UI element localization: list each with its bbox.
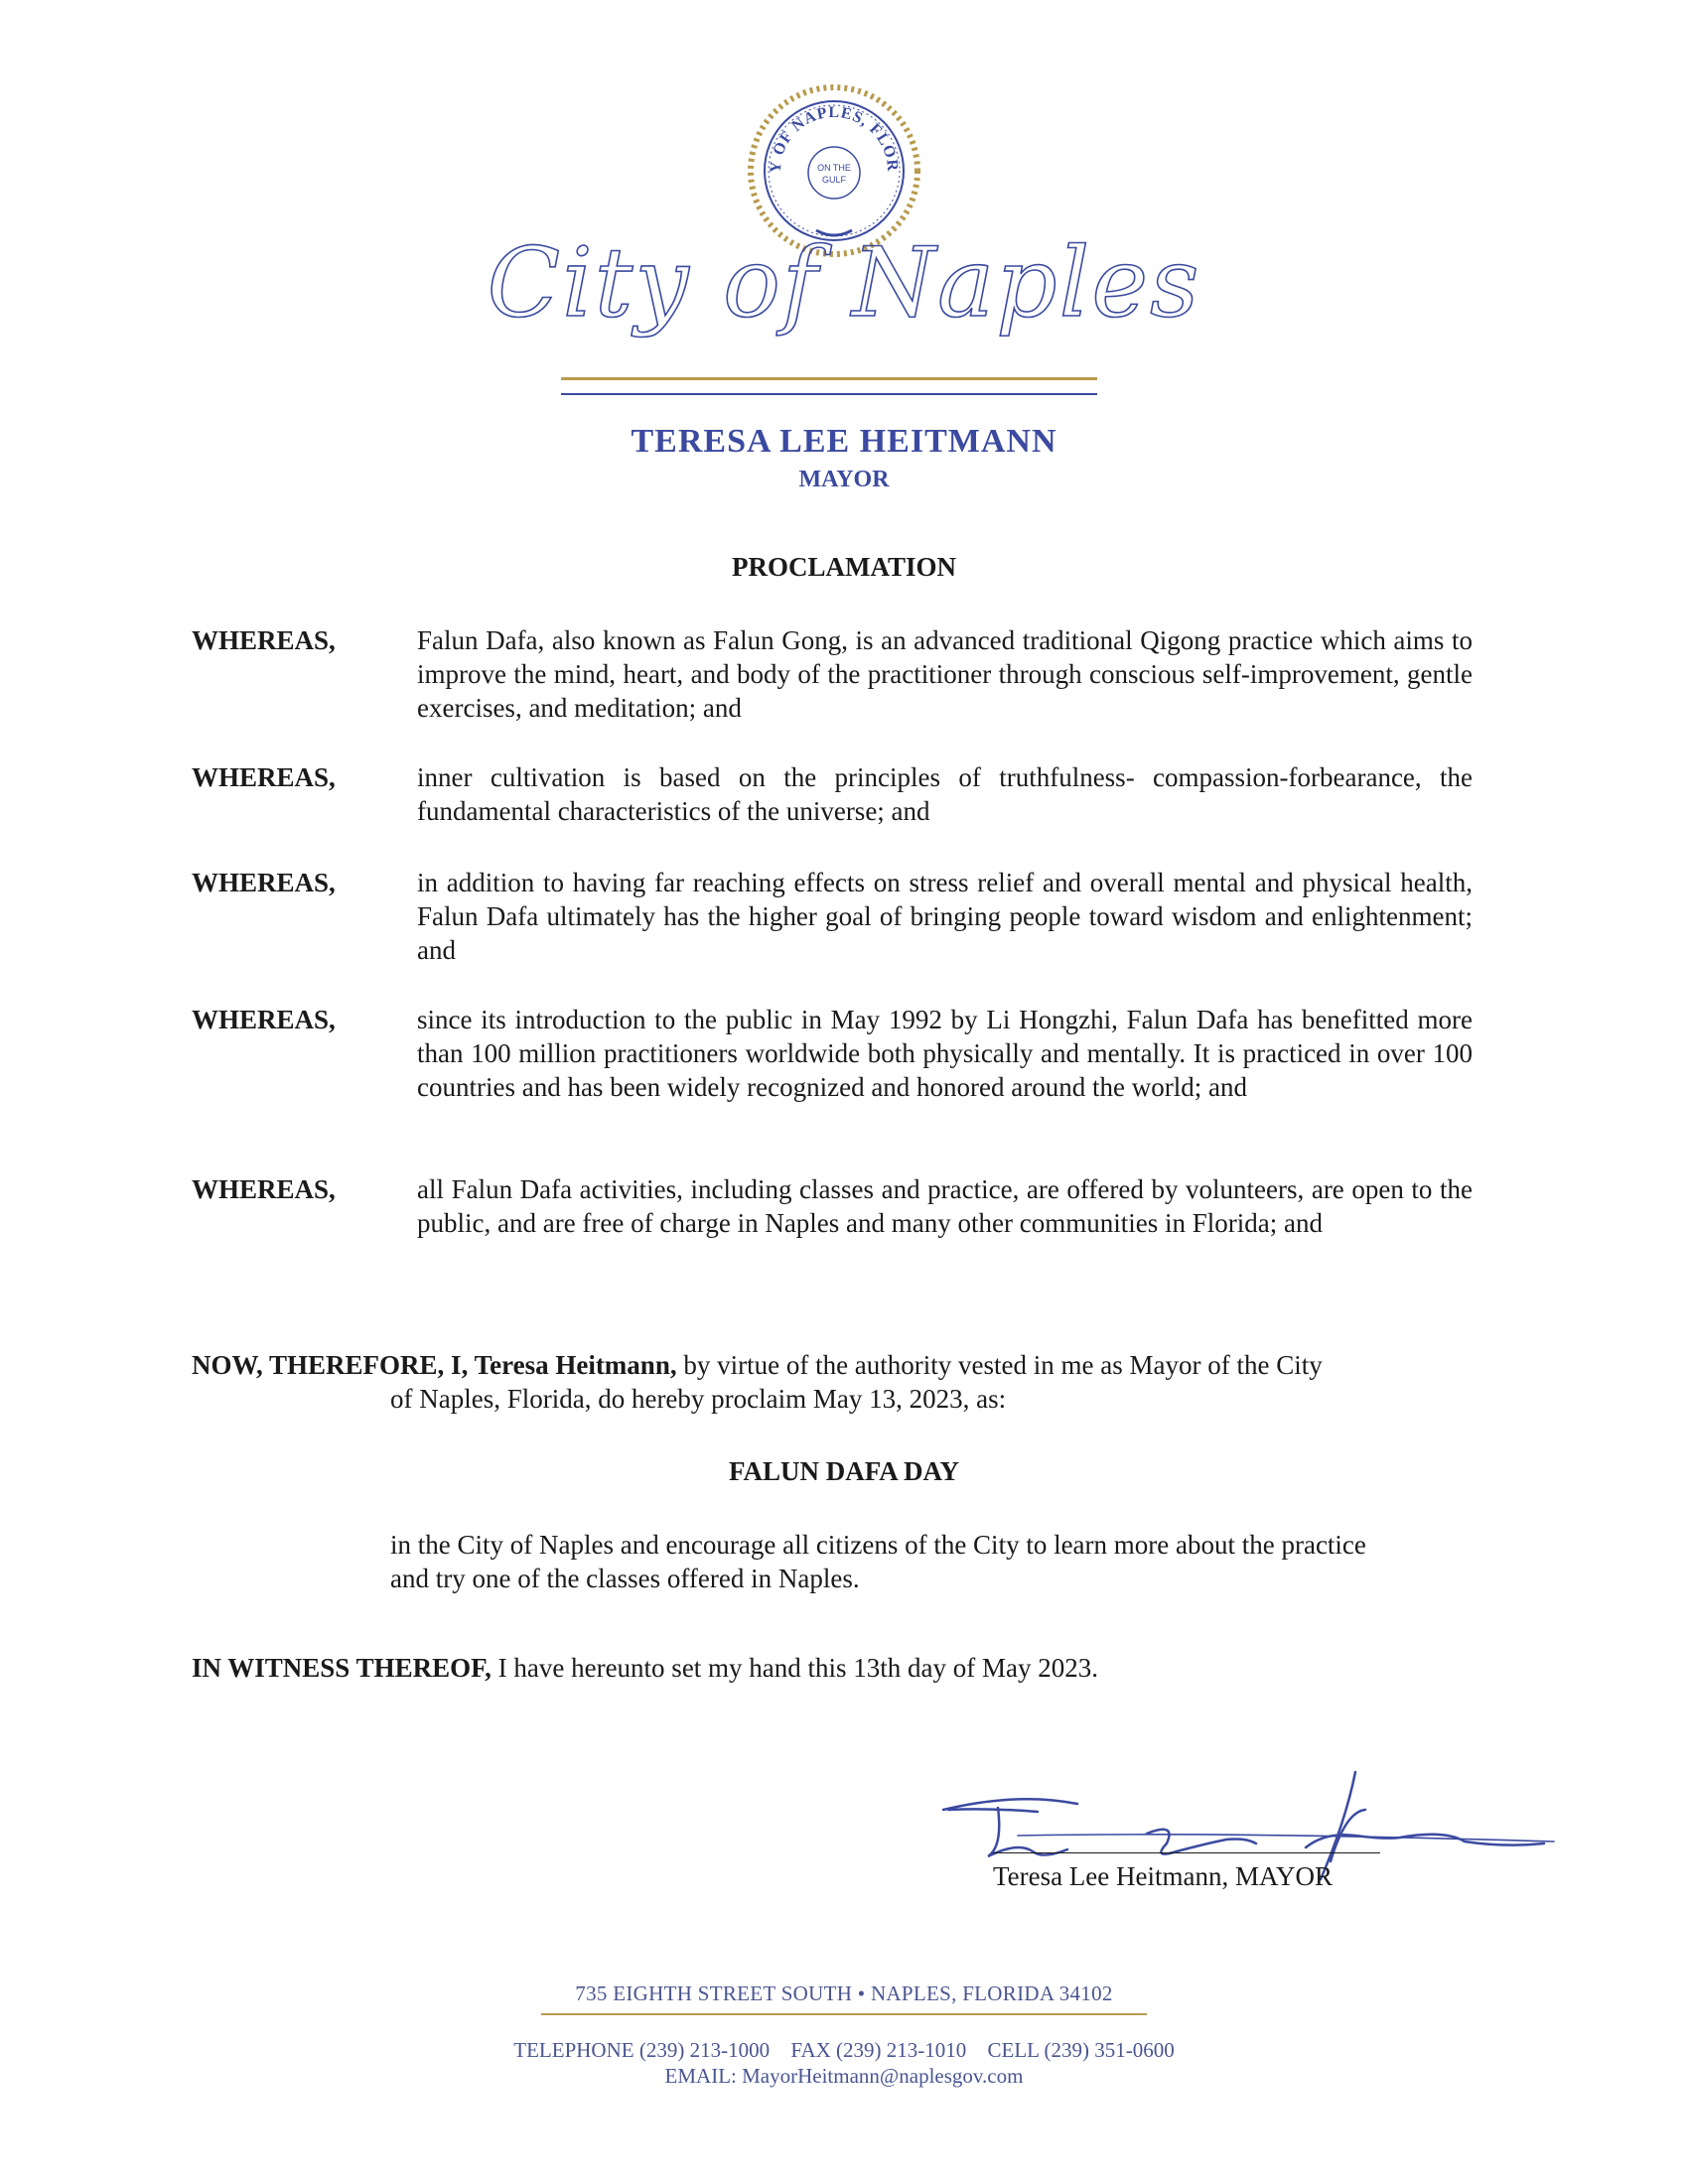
city-script-title [0, 216, 1688, 355]
header-gold-rule [561, 377, 1097, 380]
now-therefore-text-2: of Naples, Florida, do hereby proclaim May 13, 2023, as: [390, 1384, 1007, 1414]
mayor-title: MAYOR [798, 467, 890, 492]
whereas-label: WHEREAS, [192, 1005, 336, 1034]
whereas-text: all Falun Dafa activities, including classes and practice, are offered by volunteers, are open to the public, and are free of charge in Naples and many other communities in Florida; and [417, 1174, 1473, 1238]
footer-telephone: TELEPHONE (239) 213-1000 [513, 2038, 771, 2062]
seal-inner-2: GULF [821, 175, 847, 185]
whereas-text: Falun Dafa, also known as Falun Gong, is an advanced traditional Qigong practice which aims to improve the mind, heart, and body of the practitioner through conscious self-improvement, gentle exercises, and meditation; and [417, 625, 1473, 723]
footer-cell: CELL (239) 351-0600 [987, 2038, 1175, 2062]
footer-fax: FAX (239) 213-1010 [790, 2038, 967, 2062]
whereas-label: WHEREAS, [192, 1174, 336, 1204]
script-title-text: City of Naples [487, 227, 1201, 339]
header-blue-rule [561, 393, 1097, 395]
whereas-text: since its introduction to the public in May 1992 by Li Hongzhi, Falun Dafa has benefitted more than 100 million practitioners worldwide both physically and mentally. It is practiced in over 100 countries and has been widely recognized and honored around the world; and [417, 1005, 1473, 1102]
footer-contact [0, 2037, 1688, 2089]
witness-text: I have hereunto set my hand this 13th day of May 2023. [491, 1653, 1099, 1683]
whereas-label: WHEREAS, [192, 625, 336, 655]
document-heading: PROCLAMATION [732, 552, 956, 582]
encourage-text: in the City of Naples and encourage all citizens of the City to learn more about the practice and try one of the classes offered in Naples. [390, 1530, 1366, 1593]
signer-name: Teresa Lee Heitmann, MAYOR [993, 1861, 1334, 1891]
witness-statement [192, 1651, 1473, 1685]
day-title: FALUN DAFA DAY [728, 1456, 959, 1486]
whereas-label: WHEREAS, [192, 762, 336, 792]
now-therefore-text: by virtue of the authority vested in me as Mayor of the City [676, 1350, 1323, 1380]
seal-inner-1: ON THE [817, 163, 851, 173]
footer-email: EMAIL: MayorHeitmann@naplesgov.com [664, 2064, 1024, 2088]
witness-bold: IN WITNESS THEREOF, [192, 1653, 492, 1683]
signature-line [993, 1852, 1380, 1853]
seal-text: Y OF NAPLES, FLOR [767, 103, 902, 174]
now-therefore-bold: NOW, THEREFORE, I, Teresa Heitmann, [192, 1350, 677, 1380]
whereas-label: WHEREAS, [192, 868, 336, 897]
footer-rule [541, 2013, 1147, 2015]
whereas-text: inner cultivation is based on the principles of truthfulness- compassion-forbearance, the fundamental characteristics of the universe; and [417, 762, 1473, 826]
footer-address: 735 EIGHTH STREET SOUTH • NAPLES, FLORIDA 34102 [575, 1981, 1113, 2005]
mayor-name: TERESA LEE HEITMANN [631, 423, 1057, 460]
proclamation-statement [192, 1348, 1473, 1416]
whereas-text: in addition to having far reaching effects on stress relief and overall mental and physical health, Falun Dafa ultimately has the higher goal of bringing people toward wisdom and enlightenment; and [417, 868, 1473, 965]
